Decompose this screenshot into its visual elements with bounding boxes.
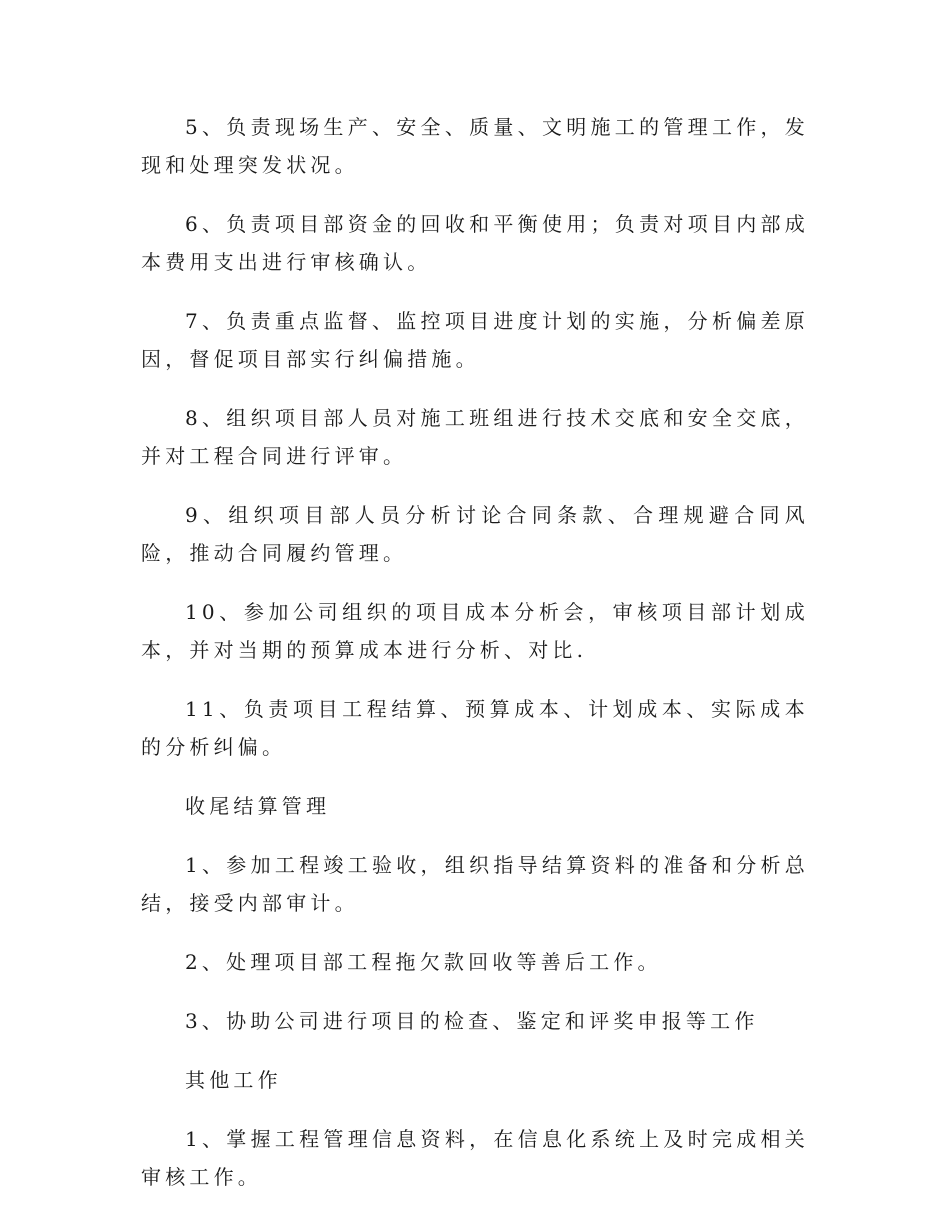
paragraph-item-8: 8、组织项目部人员对施工班组进行技术交底和安全交底，并对工程合同进行评审。 — [141, 406, 809, 468]
paragraph-item-6: 6、负责项目部资金的回收和平衡使用；负责对项目内部成本费用支出进行审核确认。 — [141, 212, 809, 274]
paragraph-item-5: 5、负责现场生产、安全、质量、文明施工的管理工作，发现和处理突发状况。 — [141, 115, 809, 177]
paragraph-closing-item-2: 2、处理项目部工程拖欠款回收等善后工作。 — [185, 950, 662, 974]
document-body — [141, 108, 809, 1217]
paragraph-closing-item-3: 3、协助公司进行项目的检查、鉴定和评奖申报等工作 — [185, 1009, 759, 1033]
paragraph-item-11: 11、负责项目工程结算、预算成本、计划成本、实际成本的分析纠偏。 — [141, 697, 809, 759]
paragraph-item-10: 10、参加公司组织的项目成本分析会，审核项目部计划成本，并对当期的预算成本进行分析、对比. — [141, 600, 809, 662]
paragraph-other-item-1: 1、掌握工程管理信息资料，在信息化系统上及时完成相关审核工作。 — [141, 1127, 809, 1189]
paragraph-item-7: 7、负责重点监督、监控项目进度计划的实施，分析偏差原因，督促项目部实行纠偏措施。 — [141, 309, 809, 371]
paragraph-item-9: 9、组织项目部人员分析讨论合同条款、合理规避合同风险，推动合同履约管理。 — [141, 503, 809, 565]
paragraph-closing-item-1: 1、参加工程竣工验收，组织指导结算资料的准备和分析总结，接受内部审计。 — [141, 853, 809, 915]
section-heading-other-work: 其他工作 — [185, 1068, 282, 1092]
section-heading-closing-settlement: 收尾结算管理 — [185, 794, 331, 818]
